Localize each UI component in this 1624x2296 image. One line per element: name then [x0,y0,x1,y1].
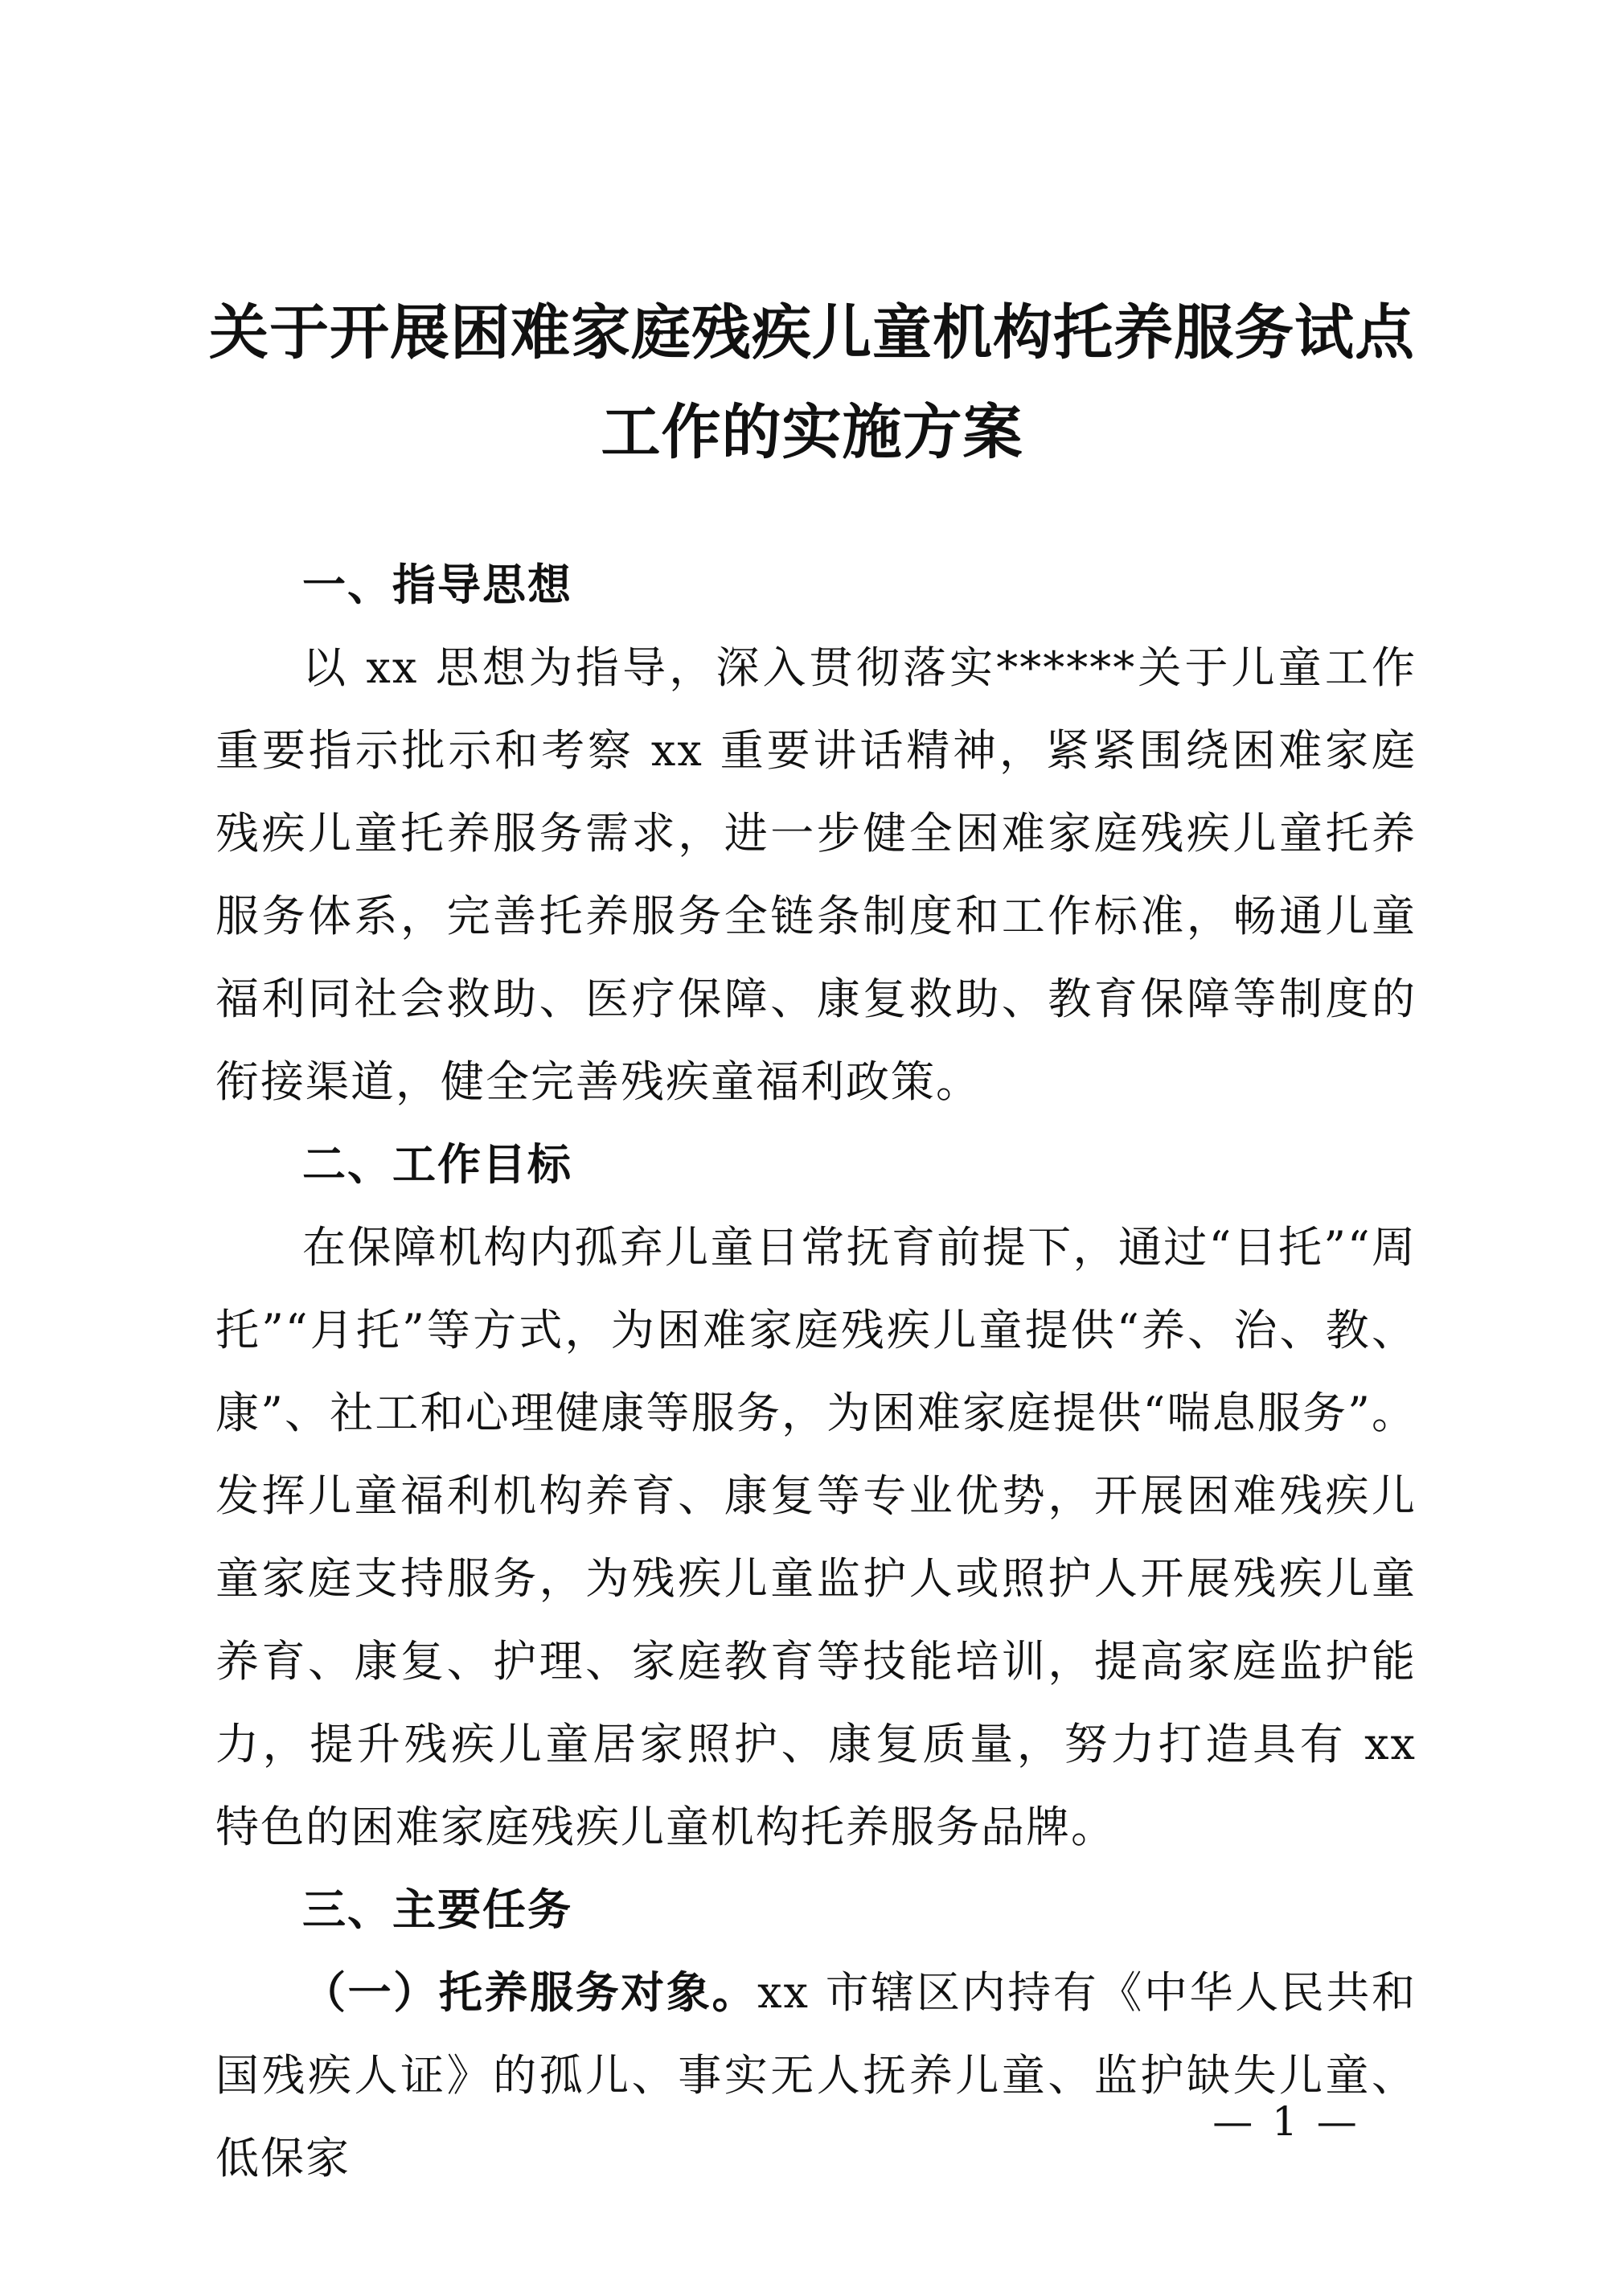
document-title [161,283,1463,482]
subsection-1-heading: （一）托养服务对象。 [302,1967,758,2018]
section-3-subsection-1 [215,1951,1417,2200]
title-line-1: 关于开展困难家庭残疾儿童机构托养服务试点 [209,298,1415,367]
section-2-heading: 二、工作目标 [302,1139,572,1190]
section-1-heading: 一、指导思想 [302,560,572,610]
page-number: — 1 — [1212,2098,1360,2145]
subsection-1-text: xx 市辖区内持有《中华人民共和国残疾人证》的孤儿、事实无人抚养儿童、监护缺失儿童、低保家 [215,1967,1417,2183]
document-body [215,543,1417,2200]
section-1-paragraph: 以 xx 思想为指导，深入贯彻落实******关于儿童工作重要指示批示和考察 xx 重要讲话精神，紧紧围绕困难家庭残疾儿童托养服务需求，进一步健全困难家庭残疾儿童托养服务体系，完善托养服务全链条制度和工作标准，畅通儿童福利同社会救助、医疗保障、康复救助、教育保障等制度的衔接渠道，健全完善残疾童福利政策。 [215,642,1417,1107]
section-3-heading: 三、主要任务 [302,1884,572,1935]
section-2-paragraph: 在保障机构内孤弃儿童日常抚育前提下，通过“日托”“周托”“月托”等方式，为困难家庭残疾儿童提供“养、治、教、康”、社工和心理健康等服务，为困难家庭提供“喘息服务”。发挥儿童福利机构养育、康复等专业优势，开展困难残疾儿童家庭支持服务，为残疾儿童监护人或照护人开展残疾儿童养育、康复、护理、家庭教育等技能培训，提高家庭监护能力，提升残疾儿童居家照护、康复质量，努力打造具有 xx 特色的困难家庭残疾儿童机构托养服务品牌。 [215,1222,1417,1852]
title-line-2: 工作的实施方案 [601,398,1023,467]
